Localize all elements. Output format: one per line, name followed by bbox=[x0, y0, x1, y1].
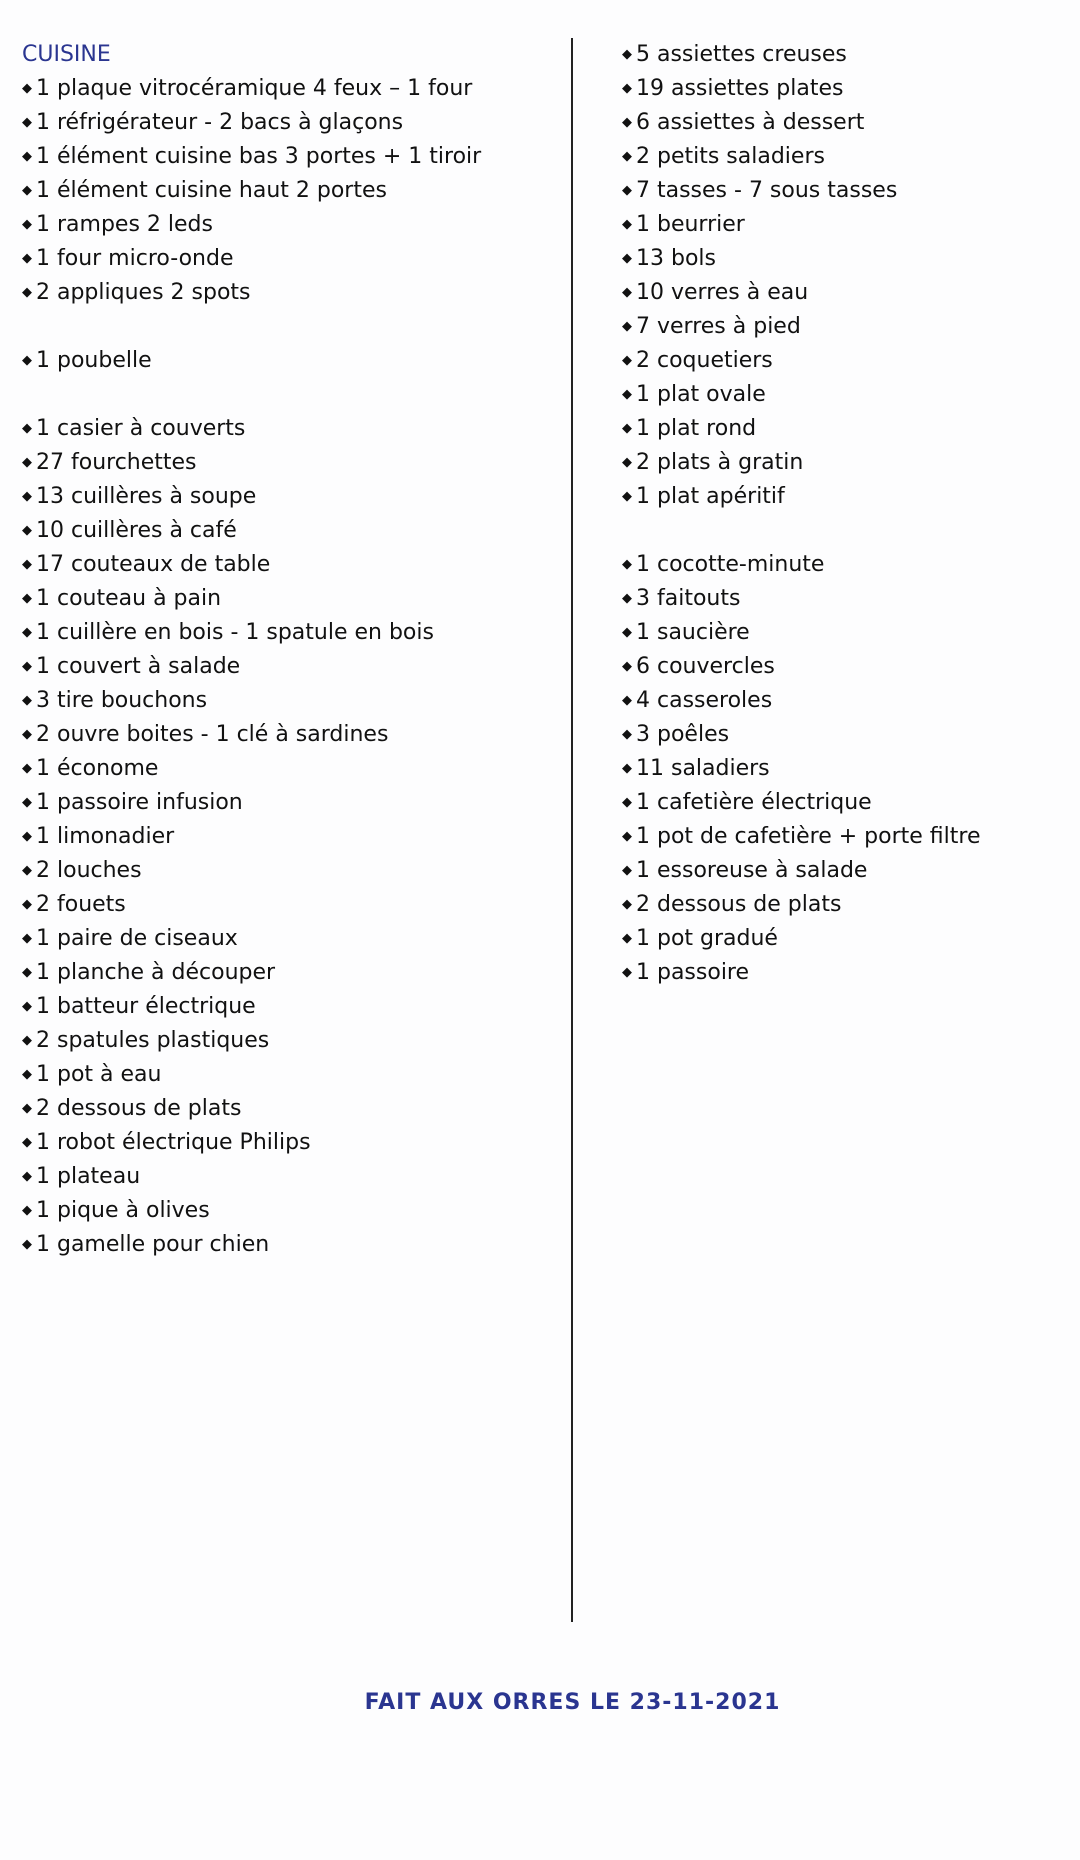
list-item bbox=[22, 1160, 562, 1194]
list-item bbox=[22, 174, 562, 208]
diamond-bullet-icon: ◆ bbox=[22, 523, 32, 538]
list-item-text: 13 bols bbox=[636, 246, 716, 271]
list-item bbox=[622, 276, 1062, 310]
list-item bbox=[622, 616, 1062, 650]
diamond-bullet-icon: ◆ bbox=[22, 217, 32, 232]
list-item-text: 1 beurrier bbox=[636, 212, 745, 237]
list-item-text: 1 couvert à salade bbox=[36, 654, 241, 679]
list-item bbox=[22, 854, 562, 888]
list-item-text: 4 casseroles bbox=[636, 688, 773, 713]
diamond-bullet-icon: ◆ bbox=[22, 1033, 32, 1048]
list-item bbox=[622, 72, 1062, 106]
list-item-text: 1 plat apéritif bbox=[636, 484, 785, 509]
diamond-bullet-icon: ◆ bbox=[622, 387, 632, 402]
diamond-bullet-icon: ◆ bbox=[622, 251, 632, 266]
diamond-bullet-icon: ◆ bbox=[622, 47, 632, 62]
list-item-text: 7 verres à pied bbox=[636, 314, 801, 339]
list-item-text: 2 fouets bbox=[36, 892, 126, 917]
diamond-bullet-icon: ◆ bbox=[22, 863, 32, 878]
list-spacer bbox=[22, 310, 562, 344]
diamond-bullet-icon: ◆ bbox=[622, 693, 632, 708]
left-item-list bbox=[22, 72, 562, 1262]
diamond-bullet-icon: ◆ bbox=[22, 931, 32, 946]
list-item bbox=[622, 480, 1062, 514]
list-item bbox=[622, 106, 1062, 140]
diamond-bullet-icon: ◆ bbox=[622, 319, 632, 334]
list-item-text: 2 petits saladiers bbox=[636, 144, 825, 169]
list-item bbox=[622, 242, 1062, 276]
list-item bbox=[622, 752, 1062, 786]
list-item-text: 1 cuillère en bois - 1 spatule en bois bbox=[36, 620, 434, 645]
diamond-bullet-icon: ◆ bbox=[22, 1135, 32, 1150]
right-column bbox=[622, 38, 1062, 990]
right-item-list bbox=[622, 38, 1062, 990]
list-item-text: 1 couteau à pain bbox=[36, 586, 222, 611]
list-item-text: 3 faitouts bbox=[636, 586, 741, 611]
list-spacer bbox=[622, 514, 1062, 548]
diamond-bullet-icon: ◆ bbox=[622, 557, 632, 572]
list-item bbox=[622, 38, 1062, 72]
section-title: CUISINE bbox=[22, 42, 111, 67]
list-item bbox=[622, 888, 1062, 922]
list-item bbox=[622, 718, 1062, 752]
list-item-text: 1 limonadier bbox=[36, 824, 175, 849]
list-item bbox=[22, 956, 562, 990]
list-item bbox=[22, 752, 562, 786]
list-spacer bbox=[22, 378, 562, 412]
diamond-bullet-icon: ◆ bbox=[22, 999, 32, 1014]
diamond-bullet-icon: ◆ bbox=[622, 421, 632, 436]
diamond-bullet-icon: ◆ bbox=[22, 251, 32, 266]
diamond-bullet-icon: ◆ bbox=[22, 1067, 32, 1082]
list-item bbox=[622, 786, 1062, 820]
list-item bbox=[22, 72, 562, 106]
diamond-bullet-icon: ◆ bbox=[22, 489, 32, 504]
diamond-bullet-icon: ◆ bbox=[22, 183, 32, 198]
list-item-text: 27 fourchettes bbox=[36, 450, 197, 475]
list-item bbox=[22, 1058, 562, 1092]
list-item-text: 3 tire bouchons bbox=[36, 688, 208, 713]
list-item-text: 1 plat ovale bbox=[636, 382, 766, 407]
list-item bbox=[22, 1126, 562, 1160]
list-item bbox=[622, 378, 1062, 412]
list-item-text: 5 assiettes creuses bbox=[636, 42, 847, 67]
diamond-bullet-icon: ◆ bbox=[622, 659, 632, 674]
diamond-bullet-icon: ◆ bbox=[622, 965, 632, 980]
list-item-text: 1 pique à olives bbox=[36, 1198, 210, 1223]
list-item bbox=[622, 922, 1062, 956]
left-column bbox=[22, 38, 562, 1262]
diamond-bullet-icon: ◆ bbox=[622, 795, 632, 810]
list-item bbox=[622, 650, 1062, 684]
list-item bbox=[22, 446, 562, 480]
list-item bbox=[622, 820, 1062, 854]
list-item bbox=[622, 548, 1062, 582]
list-item-text: 1 pot de cafetière + porte filtre bbox=[636, 824, 981, 849]
list-item bbox=[22, 140, 562, 174]
list-item-text: 11 saladiers bbox=[636, 756, 770, 781]
list-item bbox=[22, 786, 562, 820]
diamond-bullet-icon: ◆ bbox=[22, 829, 32, 844]
list-item-text: 1 pot gradué bbox=[636, 926, 778, 951]
list-item bbox=[622, 582, 1062, 616]
list-item bbox=[622, 684, 1062, 718]
list-item bbox=[22, 684, 562, 718]
list-item-text: 1 plat rond bbox=[636, 416, 757, 441]
list-item-text: 1 passoire bbox=[636, 960, 750, 985]
diamond-bullet-icon: ◆ bbox=[22, 727, 32, 742]
list-item-text: 1 plateau bbox=[36, 1164, 141, 1189]
diamond-bullet-icon: ◆ bbox=[22, 795, 32, 810]
list-item-text: 1 élément cuisine haut 2 portes bbox=[36, 178, 387, 203]
diamond-bullet-icon: ◆ bbox=[22, 353, 32, 368]
list-item bbox=[622, 412, 1062, 446]
list-item bbox=[22, 922, 562, 956]
list-item bbox=[22, 582, 562, 616]
list-item-text: 1 réfrigérateur - 2 bacs à glaçons bbox=[36, 110, 404, 135]
list-item bbox=[22, 1228, 562, 1262]
list-item bbox=[22, 548, 562, 582]
diamond-bullet-icon: ◆ bbox=[22, 897, 32, 912]
list-item bbox=[22, 616, 562, 650]
diamond-bullet-icon: ◆ bbox=[622, 761, 632, 776]
list-item-text: 17 couteaux de table bbox=[36, 552, 271, 577]
diamond-bullet-icon: ◆ bbox=[22, 591, 32, 606]
diamond-bullet-icon: ◆ bbox=[22, 285, 32, 300]
diamond-bullet-icon: ◆ bbox=[22, 421, 32, 436]
list-item-text: 2 appliques 2 spots bbox=[36, 280, 251, 305]
list-item bbox=[22, 276, 562, 310]
list-item-text: 1 saucière bbox=[636, 620, 750, 645]
diamond-bullet-icon: ◆ bbox=[622, 931, 632, 946]
list-item-text: 10 cuillères à café bbox=[36, 518, 237, 543]
list-item bbox=[622, 854, 1062, 888]
diamond-bullet-icon: ◆ bbox=[22, 115, 32, 130]
diamond-bullet-icon: ◆ bbox=[622, 863, 632, 878]
list-item-text: 19 assiettes plates bbox=[636, 76, 844, 101]
diamond-bullet-icon: ◆ bbox=[22, 81, 32, 96]
diamond-bullet-icon: ◆ bbox=[622, 625, 632, 640]
diamond-bullet-icon: ◆ bbox=[22, 1169, 32, 1184]
list-item-text: 2 ouvre boites - 1 clé à sardines bbox=[36, 722, 389, 747]
list-item bbox=[22, 480, 562, 514]
list-item-text: 1 essoreuse à salade bbox=[636, 858, 868, 883]
list-item-text: 2 coquetiers bbox=[636, 348, 773, 373]
list-item-text: 1 pot à eau bbox=[36, 1062, 162, 1087]
list-item-text: 2 dessous de plats bbox=[636, 892, 842, 917]
list-item bbox=[622, 956, 1062, 990]
diamond-bullet-icon: ◆ bbox=[22, 693, 32, 708]
list-item-text: 1 batteur électrique bbox=[36, 994, 256, 1019]
diamond-bullet-icon: ◆ bbox=[622, 149, 632, 164]
list-item-text: 10 verres à eau bbox=[636, 280, 809, 305]
diamond-bullet-icon: ◆ bbox=[22, 1203, 32, 1218]
diamond-bullet-icon: ◆ bbox=[622, 285, 632, 300]
footer-signature-line: FAIT AUX ORRES LE 23-11-2021 bbox=[364, 1690, 781, 1715]
list-item bbox=[22, 344, 562, 378]
list-item-text: 1 rampes 2 leds bbox=[36, 212, 213, 237]
diamond-bullet-icon: ◆ bbox=[622, 829, 632, 844]
list-item bbox=[622, 208, 1062, 242]
list-item bbox=[622, 174, 1062, 208]
list-item bbox=[622, 310, 1062, 344]
diamond-bullet-icon: ◆ bbox=[622, 353, 632, 368]
list-item bbox=[22, 888, 562, 922]
diamond-bullet-icon: ◆ bbox=[22, 1101, 32, 1116]
list-item-text: 1 cocotte-minute bbox=[636, 552, 825, 577]
diamond-bullet-icon: ◆ bbox=[22, 625, 32, 640]
list-item-text: 1 économe bbox=[36, 756, 159, 781]
list-item bbox=[22, 208, 562, 242]
list-item bbox=[22, 106, 562, 140]
column-divider bbox=[571, 38, 573, 1622]
list-item-text: 1 gamelle pour chien bbox=[36, 1232, 270, 1257]
list-item-text: 1 casier à couverts bbox=[36, 416, 246, 441]
list-item-text: 2 dessous de plats bbox=[36, 1096, 242, 1121]
diamond-bullet-icon: ◆ bbox=[22, 761, 32, 776]
diamond-bullet-icon: ◆ bbox=[622, 489, 632, 504]
list-item-text: 1 élément cuisine bas 3 portes + 1 tiroir bbox=[36, 144, 482, 169]
list-item-text: 2 plats à gratin bbox=[636, 450, 804, 475]
list-item-text: 6 couvercles bbox=[636, 654, 775, 679]
list-item bbox=[22, 1024, 562, 1058]
diamond-bullet-icon: ◆ bbox=[622, 455, 632, 470]
diamond-bullet-icon: ◆ bbox=[22, 659, 32, 674]
diamond-bullet-icon: ◆ bbox=[622, 897, 632, 912]
list-item bbox=[22, 990, 562, 1024]
diamond-bullet-icon: ◆ bbox=[622, 217, 632, 232]
diamond-bullet-icon: ◆ bbox=[622, 727, 632, 742]
list-item bbox=[22, 650, 562, 684]
list-item bbox=[22, 514, 562, 548]
diamond-bullet-icon: ◆ bbox=[22, 455, 32, 470]
list-item bbox=[622, 140, 1062, 174]
diamond-bullet-icon: ◆ bbox=[622, 183, 632, 198]
list-item-text: 13 cuillères à soupe bbox=[36, 484, 257, 509]
diamond-bullet-icon: ◆ bbox=[622, 81, 632, 96]
list-item-text: 1 paire de ciseaux bbox=[36, 926, 238, 951]
diamond-bullet-icon: ◆ bbox=[22, 149, 32, 164]
list-item-text: 1 poubelle bbox=[36, 348, 152, 373]
list-item bbox=[22, 820, 562, 854]
list-item-text: 3 poêles bbox=[636, 722, 730, 747]
diamond-bullet-icon: ◆ bbox=[22, 557, 32, 572]
list-item bbox=[22, 1092, 562, 1126]
diamond-bullet-icon: ◆ bbox=[622, 115, 632, 130]
list-item-text: 2 louches bbox=[36, 858, 142, 883]
list-item bbox=[22, 242, 562, 276]
diamond-bullet-icon: ◆ bbox=[622, 591, 632, 606]
list-item-text: 7 tasses - 7 sous tasses bbox=[636, 178, 898, 203]
list-item-text: 6 assiettes à dessert bbox=[636, 110, 865, 135]
list-item-text: 1 planche à découper bbox=[36, 960, 276, 985]
list-item-text: 1 cafetière électrique bbox=[636, 790, 872, 815]
list-item bbox=[22, 718, 562, 752]
list-item bbox=[22, 412, 562, 446]
list-item bbox=[22, 1194, 562, 1228]
diamond-bullet-icon: ◆ bbox=[22, 1237, 32, 1252]
list-item-text: 1 plaque vitrocéramique 4 feux – 1 four bbox=[36, 76, 473, 101]
list-item bbox=[622, 446, 1062, 480]
list-item-text: 1 four micro-onde bbox=[36, 246, 234, 271]
list-item-text: 1 passoire infusion bbox=[36, 790, 243, 815]
list-item-text: 1 robot électrique Philips bbox=[36, 1130, 311, 1155]
list-item-text: 2 spatules plastiques bbox=[36, 1028, 270, 1053]
list-item bbox=[622, 344, 1062, 378]
diamond-bullet-icon: ◆ bbox=[22, 965, 32, 980]
